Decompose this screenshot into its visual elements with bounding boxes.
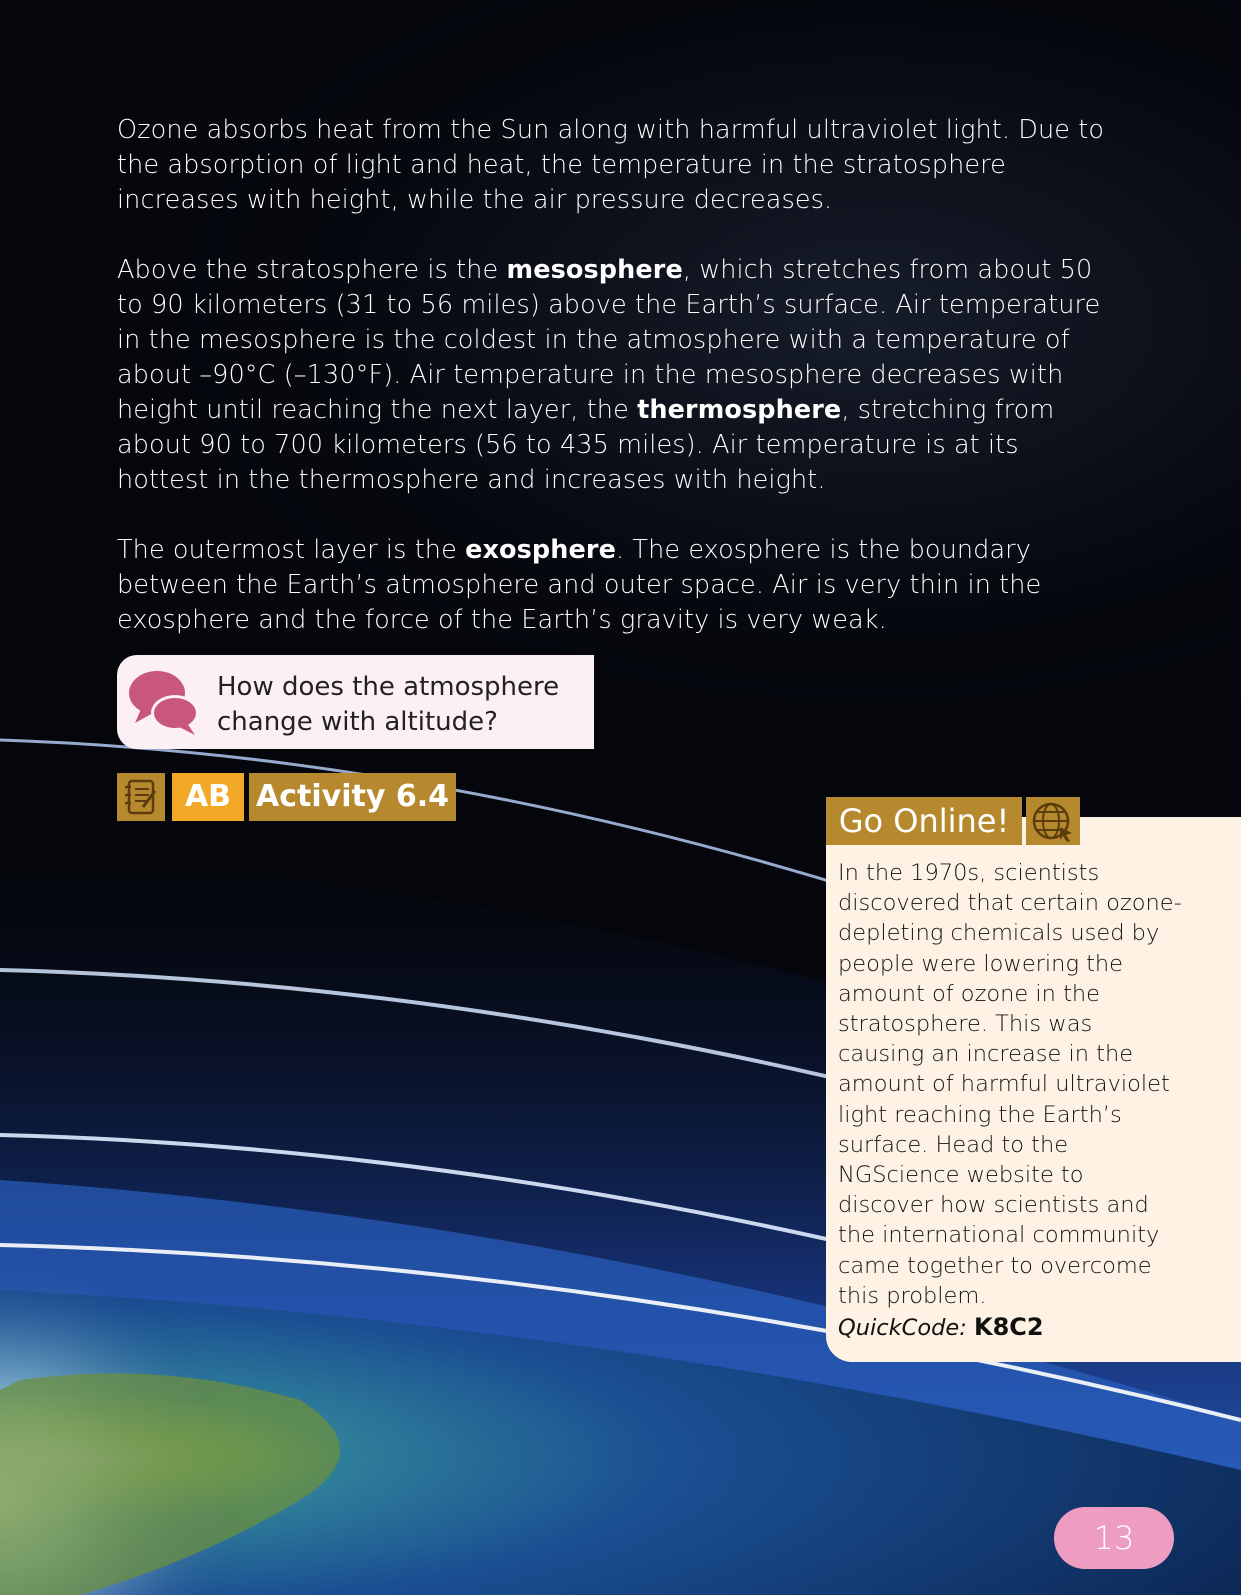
paragraph-text: , stretching from about 90 to 700 kilometers (56 to 435 miles). Air temperature is at its hottest in the thermosphere and increases with height.	[117, 395, 1055, 495]
term-thermosphere: thermosphere	[637, 395, 842, 425]
term-mesosphere: mesosphere	[506, 255, 683, 285]
notebook-icon	[117, 773, 165, 821]
page-number: 13	[1054, 1507, 1174, 1569]
term-exosphere: exosphere	[465, 535, 616, 565]
paragraph-exosphere	[117, 533, 1117, 638]
go-online-globe-badge[interactable]	[1026, 797, 1080, 845]
paragraph-ozone	[117, 113, 1117, 218]
speech-bubbles-icon	[125, 663, 203, 741]
quickcode-value[interactable]: K8C2	[973, 1313, 1044, 1341]
quickcode-label: QuickCode:	[838, 1315, 967, 1341]
paragraph-text: The outermost layer is the	[117, 535, 466, 565]
discussion-question-box	[117, 655, 594, 749]
activity-book-label[interactable]: AB	[172, 773, 244, 821]
activity-book-badge[interactable]	[117, 773, 165, 821]
globe-cursor-icon	[1026, 797, 1080, 845]
paragraph-mesosphere	[117, 253, 1117, 498]
paragraph-text: . The exosphere is the boundary between the Earth’s atmosphere and outer space. Air is very thin in the exosphere and the force of the Earth’s gravity is very weak.	[117, 535, 1042, 635]
go-online-title: Go Online!	[826, 797, 1022, 845]
paragraph-ozone-text: Ozone absorbs heat from the Sun along with harmful ultraviolet light. Due to the absorption of light and heat, the temperature in the stratosphere increases with height, while the air pressure decreases.	[117, 115, 1105, 215]
go-online-text: In the 1970s, scientists discovered that certain ozone-depleting chemicals used by people were lowering the amount of ozone in the stratosphere. This was causing an increase in the amount of harmful ultraviolet light reaching the Earth’s surface. Head to the NGScience website to discover how scientists and the international community came together to overcome this problem.	[838, 860, 1182, 1309]
quickcode	[838, 1313, 1044, 1341]
paragraph-text: , which stretches from about 50 to 90 kilometers (31 to 56 miles) above the Earth’s surface. Air temperature in the mesosphere is the coldest in the atmosphere with a temperature of about –90°C (–130°F). Air temperature in the mesosphere decreases with height until reaching the next layer, the	[117, 255, 1101, 425]
activity-link[interactable]: Activity 6.4	[249, 773, 456, 821]
question-text: How does the atmosphere change with altitude?	[217, 672, 560, 737]
paragraph-text: Above the stratosphere is the	[117, 255, 507, 285]
